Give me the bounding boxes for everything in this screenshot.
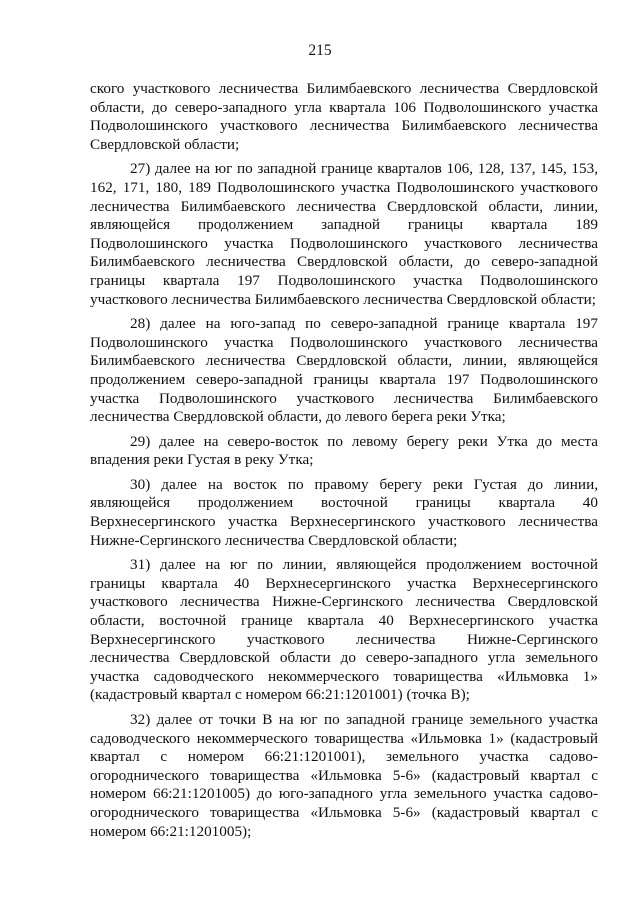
paragraph-item-32: 32) далее от точки В на юг по западной границе земельного участка садоводческого некоммерческого товарищества «Ильмовка 1» (кадастровый квартал с номером 66:21:1201001), земельного участка садово-огороднического товарищества «Ильмовка 5-6» (кадастровый квартал с номером 66:21:1201005) до юго-западного угла земельного участка садово-огороднического товарищества «Ильмовка 5-6» (кадастровый квартал с номером 66:21:1201005); bbox=[90, 711, 598, 840]
paragraph-item-28: 28) далее на юго-запад по северо-западной границе квартала 197 Подволошинского участка Подволошинского участкового лесничества Билимбаевского лесничества Свердловской области, линии, являющейся продолжением северо-западной границы квартала 197 Подволошинского участка Подволошинского участкового лесничества Билимбаевского лесничества Свердловской области, до левого берега реки Утка; bbox=[90, 315, 598, 426]
paragraph-item-30: 30) далее на восток по правому берегу реки Густая до линии, являющейся продолжением восточной границы квартала 40 Верхнесергинского участка Верхнесергинского участкового лесничества Нижне-Сергинского лесничества Свердловской области; bbox=[90, 475, 598, 549]
paragraph-continuation: ского участкового лесничества Билимбаевского лесничества Свердловской области, до северо-западного угла квартала 106 Подволошинского участка Подволошинского участкового лесничества Билимбаевского лесничества Свердловской области; bbox=[90, 80, 598, 153]
paragraph-item-27: 27) далее на юг по западной границе кварталов 106, 128, 137, 145, 153, 162, 171, 180, 189 Подволошинского участка Подволошинского участкового лесничества Билимбаевского лесничества Свердловской области, линии, являющейся продолжением западной границы квартала 189 Подволошинского участка Подволошинского участкового лесничества Билимбаевского лесничества Свердловской области, до северо-западной границы квартала 197 Подволошинского участка Подволошинского участкового лесничества Билимбаевского лесничества Свердловской области; bbox=[90, 160, 598, 308]
paragraph-item-31: 31) далее на юг по линии, являющейся продолжением восточной границы квартала 40 Верхнесергинского участка Верхнесергинского участкового лесничества Нижне-Сергинского лесничества Свердловской области, восточной границе квартала 40 Верхнесергинского участка Верхнесергинского участкового лесничества Нижне-Сергинского лесничества Свердловской области до северо-западного угла земельного участка садоводческого некоммерческого товарищества «Ильмовка 1» (кадастровый квартал с номером 66:21:1201001) (точка В); bbox=[90, 556, 598, 704]
paragraph-item-29: 29) далее на северо-восток по левому берегу реки Утка до места впадения реки Густая в реку Утка; bbox=[90, 432, 598, 469]
page-number: 215 bbox=[308, 42, 332, 59]
document-body bbox=[90, 80, 598, 847]
